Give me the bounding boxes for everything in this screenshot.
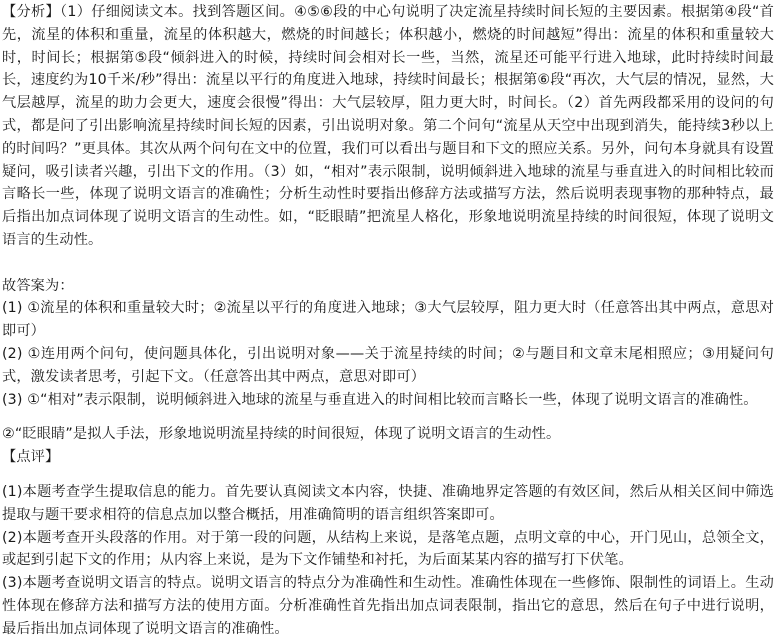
answer-item-2: (2) ①连用两个问句，使问题具体化，引出说明对象——关于流星持续的时间；②与题目和文章末尾相照应；③用疑问句式，激发读者思考，引起下文。（任意答出其中两点，意思对即可） — [2, 345, 774, 385]
analysis-text: （1）仔细阅读文本。找到答题区间。④⑤⑥段的中心句说明了决定流星持续时间长短的主要因素。根据第④段“首先，流星的体积和重量，流星的体积越大，燃烧的时间越长；体积越小，燃烧的时间越短”得出：流星的体积和重量较大时，时间长；根据第⑤段“倾斜进入的时候，持续时间会相对长一些，当然，流星还可能平行进入地球，此时持续时间最长，速度约为10千米/秒”得出：流星以平行的角度进入地球，持续时间最长；根据第⑥段“再次，大气层的情况，显然，大气层越厚，流星的助力会更大，速度会很慢”得出：大气层较厚，阻力更大时，时间长。（2）首先两段都采用的设问的句式，都是问了引出影响流星持续时间长短的因素，引出说明对象。第二个问句“流星从天空中出现到消失，能持续3秒以上的时间吗？”更具体。其次从两个问句在文中的位置，我们可以看出与题目和下文的照应关系。另外，问句本身就具有设置疑问，吸引读者兴趣，引出下文的作用。（3）如，“相对”表示限制，说明倾斜进入地球的流星与垂直进入的时间相比较而言略长一些，体现了说明文语言的准确性；分析生动性时要指出修辞方法或描写方法，然后说明表现事物的那种特点，最后指出加点词体现了说明文语言的生动性。如，“眨眼睛”把流星人格化，形象地说明流星持续的时间很短，体现了说明文语言的生动性。 — [2, 4, 774, 248]
answer-heading: 故答案为： — [2, 277, 74, 294]
analysis-label: 【分析】 — [2, 4, 60, 20]
comment-item-1: (1)本题考查学生提取信息的能力。首先要认真阅读文本内容，快捷、准确地界定答题的有效区间，然后从相关区间中筛选提取与题干要求相符的信息点加以整合概括，用准确简明的语言组织答案即可。 — [2, 483, 774, 523]
comment-item-2: (2)本题考查开头段落的作用。对于第一段的问题，从结构上来说，是落笔点题，点明文章的中心，开门见山，总领全文，或起到引起下文的作用；从内容上来说，是为下文作铺垫和衬托，为后面某某内容的描写打下伏笔。 — [2, 529, 774, 569]
comment-label: 【点评】 — [2, 449, 60, 466]
answer-item-1: (1) ①流星的体积和重量较大时；②流星以平行的角度进入地球；③大气层较厚，阻力更大时（任意答出其中两点，意思对即可） — [2, 300, 774, 340]
answer-item-4: ②“眨眼睛”是拟人手法，形象地说明流星持续的时间很短，体现了说明文语言的生动性。 — [2, 426, 561, 443]
spacer — [2, 469, 774, 481]
analysis-paragraph — [2, 1, 774, 252]
comment-item-3: (3)本题考查说明文语言的特点。说明文语言的特点分为准确性和生动性。准确性体现在一些修饰、限制性的词语上。生动性体现在修辞方法和描写方法的使用方面。分析准确性首先指出加点词表限制，指出它的意思，然后在句子中进行说明，最后指出加点词体现了说明文语言的准确性。 — [2, 575, 774, 637]
spacer — [2, 411, 774, 423]
answer-item-3: (3) ①“相对”表示限制，说明倾斜进入地球的流星与垂直进入的时间相比较而言略长一些，体现了说明文语言的准确性。 — [2, 391, 758, 408]
spacer — [2, 252, 774, 275]
